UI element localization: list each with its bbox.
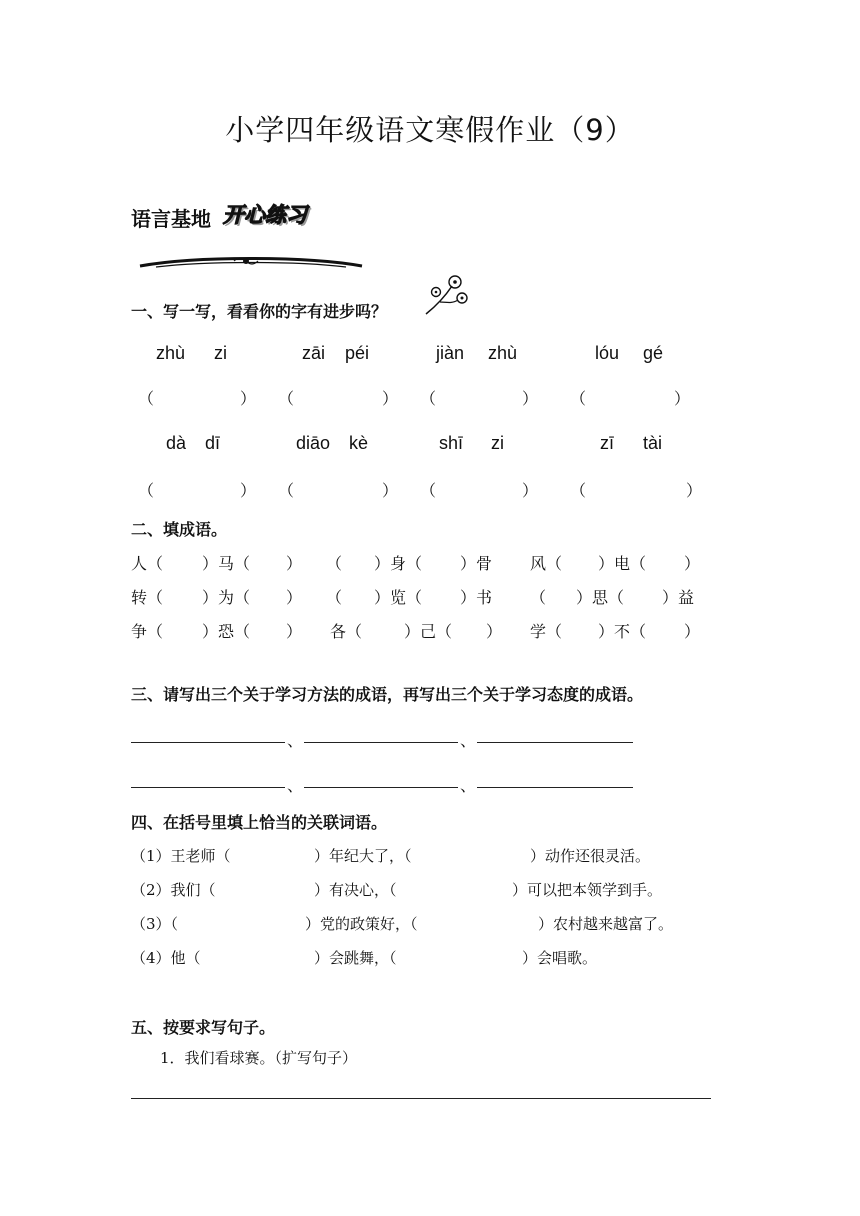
idiom-fragment: （: [326, 588, 343, 607]
conjunction-item: ）可以把本领学到手。: [512, 881, 663, 899]
answer-bracket-open: （: [138, 389, 155, 408]
section1-header: 一、写一写，看看你的字有进步吗？: [131, 302, 388, 321]
conjunction-item: ）党的政策好，（: [305, 915, 418, 933]
pinyin: diāo: [296, 433, 331, 453]
idiom-fragment: ）: [286, 588, 303, 607]
answer-bracket-open: （: [420, 389, 437, 408]
idiom-fragment: 争（: [131, 622, 164, 641]
idiom-fragment: 人（: [131, 554, 164, 573]
idiom-fragment: ）: [286, 554, 303, 573]
answer-line: [131, 1098, 711, 1099]
pinyin: shī: [439, 433, 464, 453]
answer-line: [304, 742, 458, 743]
flower-branch-icon: [422, 272, 472, 318]
page-title: 小学四年级语文寒假作业（9）: [225, 113, 635, 147]
answer-bracket-close: ）: [522, 389, 539, 408]
pinyin: zi: [491, 433, 504, 453]
separator: 、: [460, 731, 477, 750]
pinyin: lóu: [595, 343, 620, 363]
separator: 、: [460, 776, 477, 795]
section5-header: 五、按要求写句子。: [131, 1018, 276, 1037]
answer-bracket-close: ）: [674, 389, 691, 408]
idiom-fragment: 学（: [530, 622, 563, 641]
answer-line: [131, 787, 285, 788]
pinyin: tài: [643, 433, 663, 453]
answer-line: [477, 787, 633, 788]
pinyin: dī: [205, 433, 221, 453]
idiom-fragment: ）己（: [404, 622, 453, 641]
idiom-fragment: 各（: [330, 622, 363, 641]
idiom-fragment: ）: [684, 554, 701, 573]
pinyin: zī: [600, 433, 615, 453]
pinyin: zhù: [488, 343, 518, 363]
section4-header: 四、在括号里填上恰当的关联词语。: [131, 813, 388, 832]
pinyin: zi: [214, 343, 227, 363]
pinyin: zāi: [302, 343, 326, 363]
pinyin: gé: [643, 343, 664, 363]
pinyin: kè: [349, 433, 369, 453]
pinyin: péi: [345, 343, 370, 363]
banner-label: 语言基地: [131, 207, 211, 231]
separator: 、: [287, 776, 304, 795]
separator: 、: [287, 731, 304, 750]
answer-line: [131, 742, 285, 743]
answer-line: [477, 742, 633, 743]
pinyin: jiàn: [436, 343, 465, 363]
answer-bracket-open: （: [570, 481, 587, 500]
banner-flourish-icon: [136, 252, 366, 272]
idiom-fragment: （: [530, 588, 547, 607]
idiom-fragment: ）益: [662, 588, 695, 607]
conjunction-item: ）年纪大了，（: [314, 847, 412, 865]
answer-bracket-close: ）: [240, 481, 257, 500]
pinyin: dà: [166, 433, 187, 453]
answer-bracket-open: （: [278, 481, 295, 500]
answer-bracket-open: （: [138, 481, 155, 500]
conjunction-item: ）会跳舞，（: [314, 949, 397, 967]
answer-bracket-close: ）: [382, 389, 399, 408]
idiom-fragment: ）: [486, 622, 503, 641]
idiom-fragment: ）览（: [374, 588, 423, 607]
idiom-fragment: ）恐（: [202, 622, 251, 641]
pinyin: zhù: [156, 343, 186, 363]
idiom-fragment: ）马（: [202, 554, 251, 573]
idiom-fragment: （: [326, 554, 343, 573]
idiom-fragment: 转（: [131, 588, 164, 607]
conjunction-item: （2）我们（: [131, 881, 216, 899]
section2-header: 二、填成语。: [131, 520, 228, 539]
conjunction-item: ）会唱歌。: [522, 949, 598, 967]
idiom-fragment: ）电（: [598, 554, 647, 573]
idiom-fragment: ）骨: [460, 554, 493, 573]
idiom-fragment: 风（: [530, 554, 563, 573]
answer-bracket-close: ）: [686, 481, 703, 500]
idiom-fragment: ）身（: [374, 554, 423, 573]
idiom-fragment: ）书: [460, 588, 493, 607]
conjunction-item: ）有决心，（: [314, 881, 397, 899]
answer-bracket-close: ）: [522, 481, 539, 500]
answer-bracket-open: （: [570, 389, 587, 408]
answer-bracket-open: （: [420, 481, 437, 500]
conjunction-item: （4）他（: [131, 949, 201, 967]
answer-bracket-close: ）: [382, 481, 399, 500]
conjunction-item: ）动作还很灵活。: [530, 847, 651, 865]
idiom-fragment: ）: [684, 622, 701, 641]
idiom-fragment: ）不（: [598, 622, 647, 641]
banner-script-text: 开心练习: [223, 202, 307, 227]
conjunction-item: （3）（: [131, 915, 179, 933]
idiom-fragment: ）: [286, 622, 303, 641]
answer-bracket-open: （: [278, 389, 295, 408]
idiom-fragment: ）为（: [202, 588, 251, 607]
sentence-task: 1．我们看球赛。（扩写句子）: [160, 1049, 358, 1067]
answer-line: [304, 787, 458, 788]
answer-bracket-close: ）: [240, 389, 257, 408]
conjunction-item: ）农村越来越富了。: [538, 915, 674, 933]
idiom-fragment: ）思（: [576, 588, 625, 607]
conjunction-item: （1）王老师（: [131, 847, 231, 865]
section3-header: 三、请写出三个关于学习方法的成语，再写出三个关于学习态度的成语。: [131, 685, 644, 704]
